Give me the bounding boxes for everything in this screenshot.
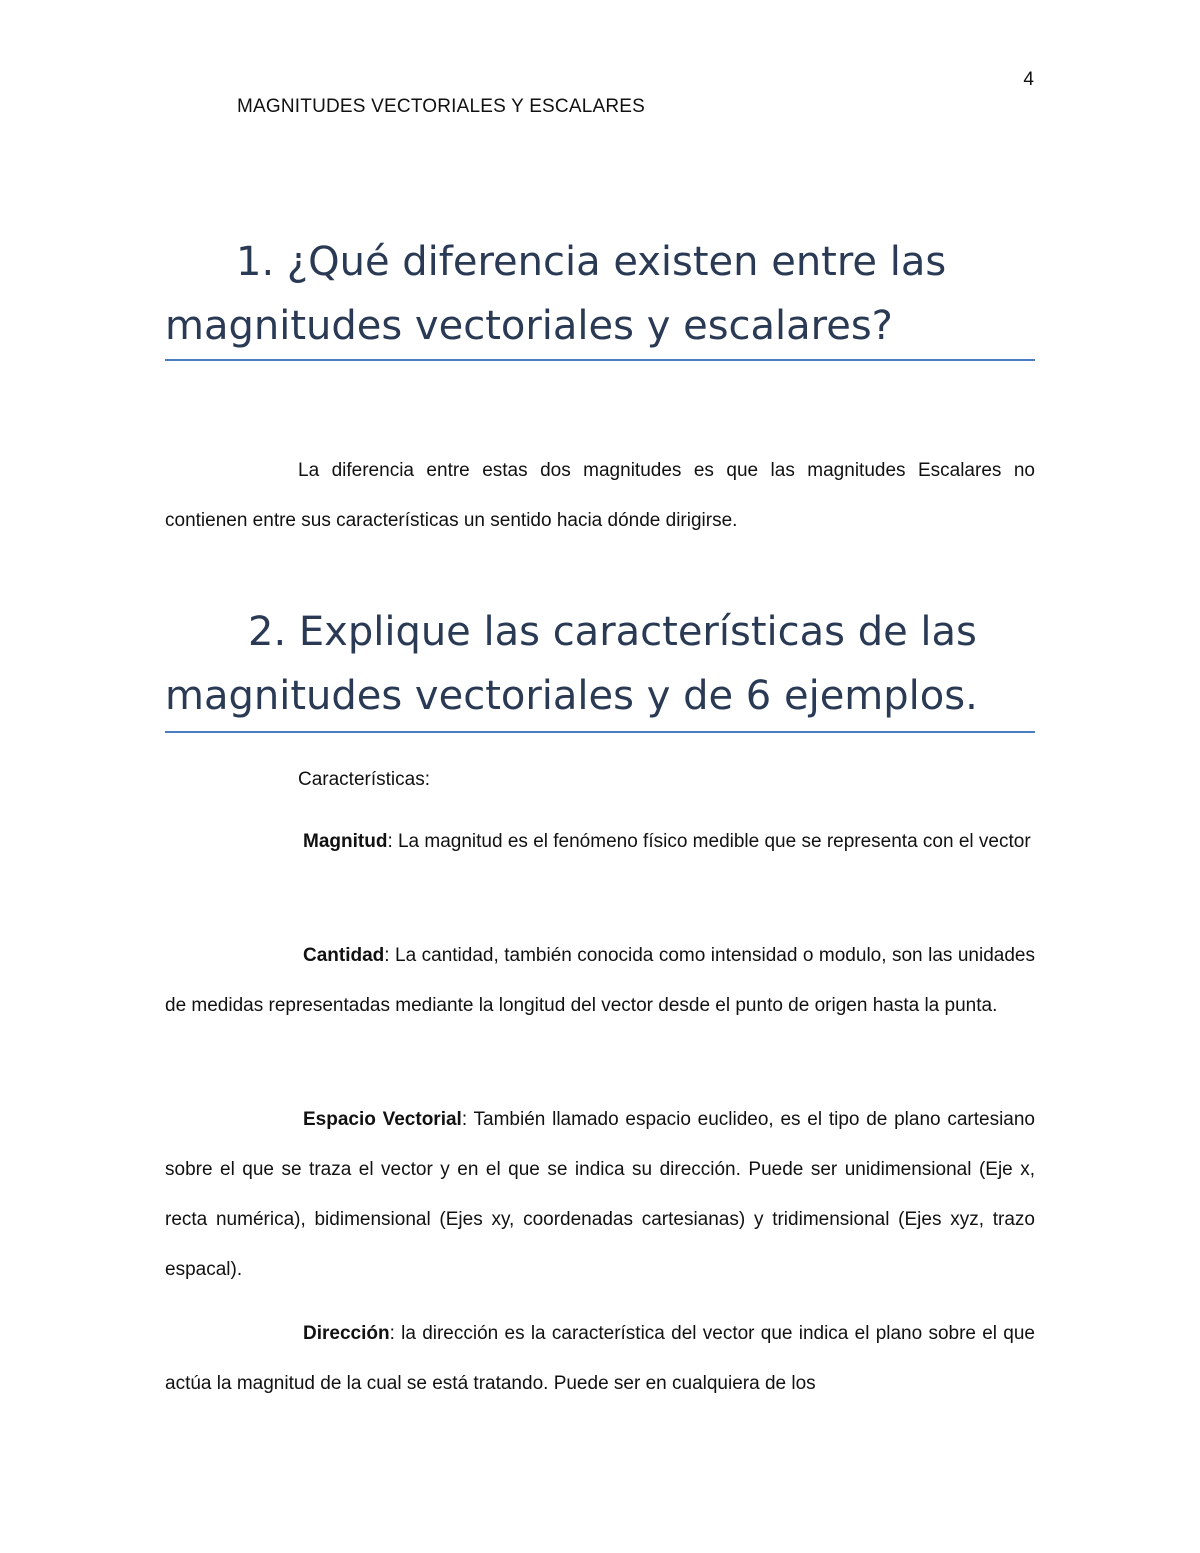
characteristic-espacio-vectorial bbox=[165, 1095, 1035, 1295]
section-1-heading-line-1: 1. ¿Qué diferencia existen entre las bbox=[236, 239, 947, 285]
section-1-answer-text: La diferencia entre estas dos magnitudes es que las magnitudes Escalares no contienen entre sus características un sentido hacia dónde dirigirse. bbox=[165, 460, 1035, 531]
section-2-heading-line-1: 2. Explique las características de las bbox=[248, 609, 977, 655]
section-2-heading bbox=[165, 600, 1035, 728]
characteristic-term: Cantidad bbox=[303, 945, 385, 966]
characteristic-term: Espacio Vectorial bbox=[303, 1109, 462, 1130]
section-1-rule bbox=[165, 359, 1035, 361]
section-1-answer bbox=[165, 446, 1035, 546]
section-2-heading-line-2: magnitudes vectoriales y de 6 ejemplos. bbox=[165, 673, 978, 719]
page-number: 4 bbox=[1023, 69, 1034, 90]
section-2-rule bbox=[165, 731, 1035, 733]
characteristic-magnitud bbox=[165, 817, 1035, 867]
characteristics-intro bbox=[165, 755, 1035, 805]
characteristic-text: : la dirección es la característica del vector que indica el plano sobre el que actúa la magnitud de la cual se está tratando. Puede ser en cualquiera de los bbox=[165, 1323, 1035, 1394]
characteristic-direccion bbox=[165, 1309, 1035, 1409]
characteristic-text: : La magnitud es el fenómeno físico medible que se representa con el vector bbox=[387, 831, 1031, 852]
section-1-heading bbox=[165, 230, 1035, 358]
running-head: MAGNITUDES VECTORIALES Y ESCALARES bbox=[237, 96, 646, 117]
characteristic-term: Dirección bbox=[303, 1323, 390, 1344]
section-1-heading-line-2: magnitudes vectoriales y escalares? bbox=[165, 303, 893, 349]
characteristic-term: Magnitud bbox=[303, 831, 388, 852]
characteristic-cantidad bbox=[165, 931, 1035, 1031]
characteristics-intro-text: Características: bbox=[298, 769, 430, 790]
characteristic-text: : También llamado espacio euclideo, es el tipo de plano cartesiano sobre el que se traza el vector y en el que se indica su dirección. Puede ser unidimensional (Eje x, recta numérica), bidimensional (Ejes xy, coordenadas cartesianas) y tridimensional (Ejes xyz, trazo espacal). bbox=[165, 1109, 1035, 1280]
characteristic-text: : La cantidad, también conocida como intensidad o modulo, son las unidades de medidas representadas mediante la longitud del vector desde el punto de origen hasta la punta. bbox=[165, 945, 1035, 1016]
